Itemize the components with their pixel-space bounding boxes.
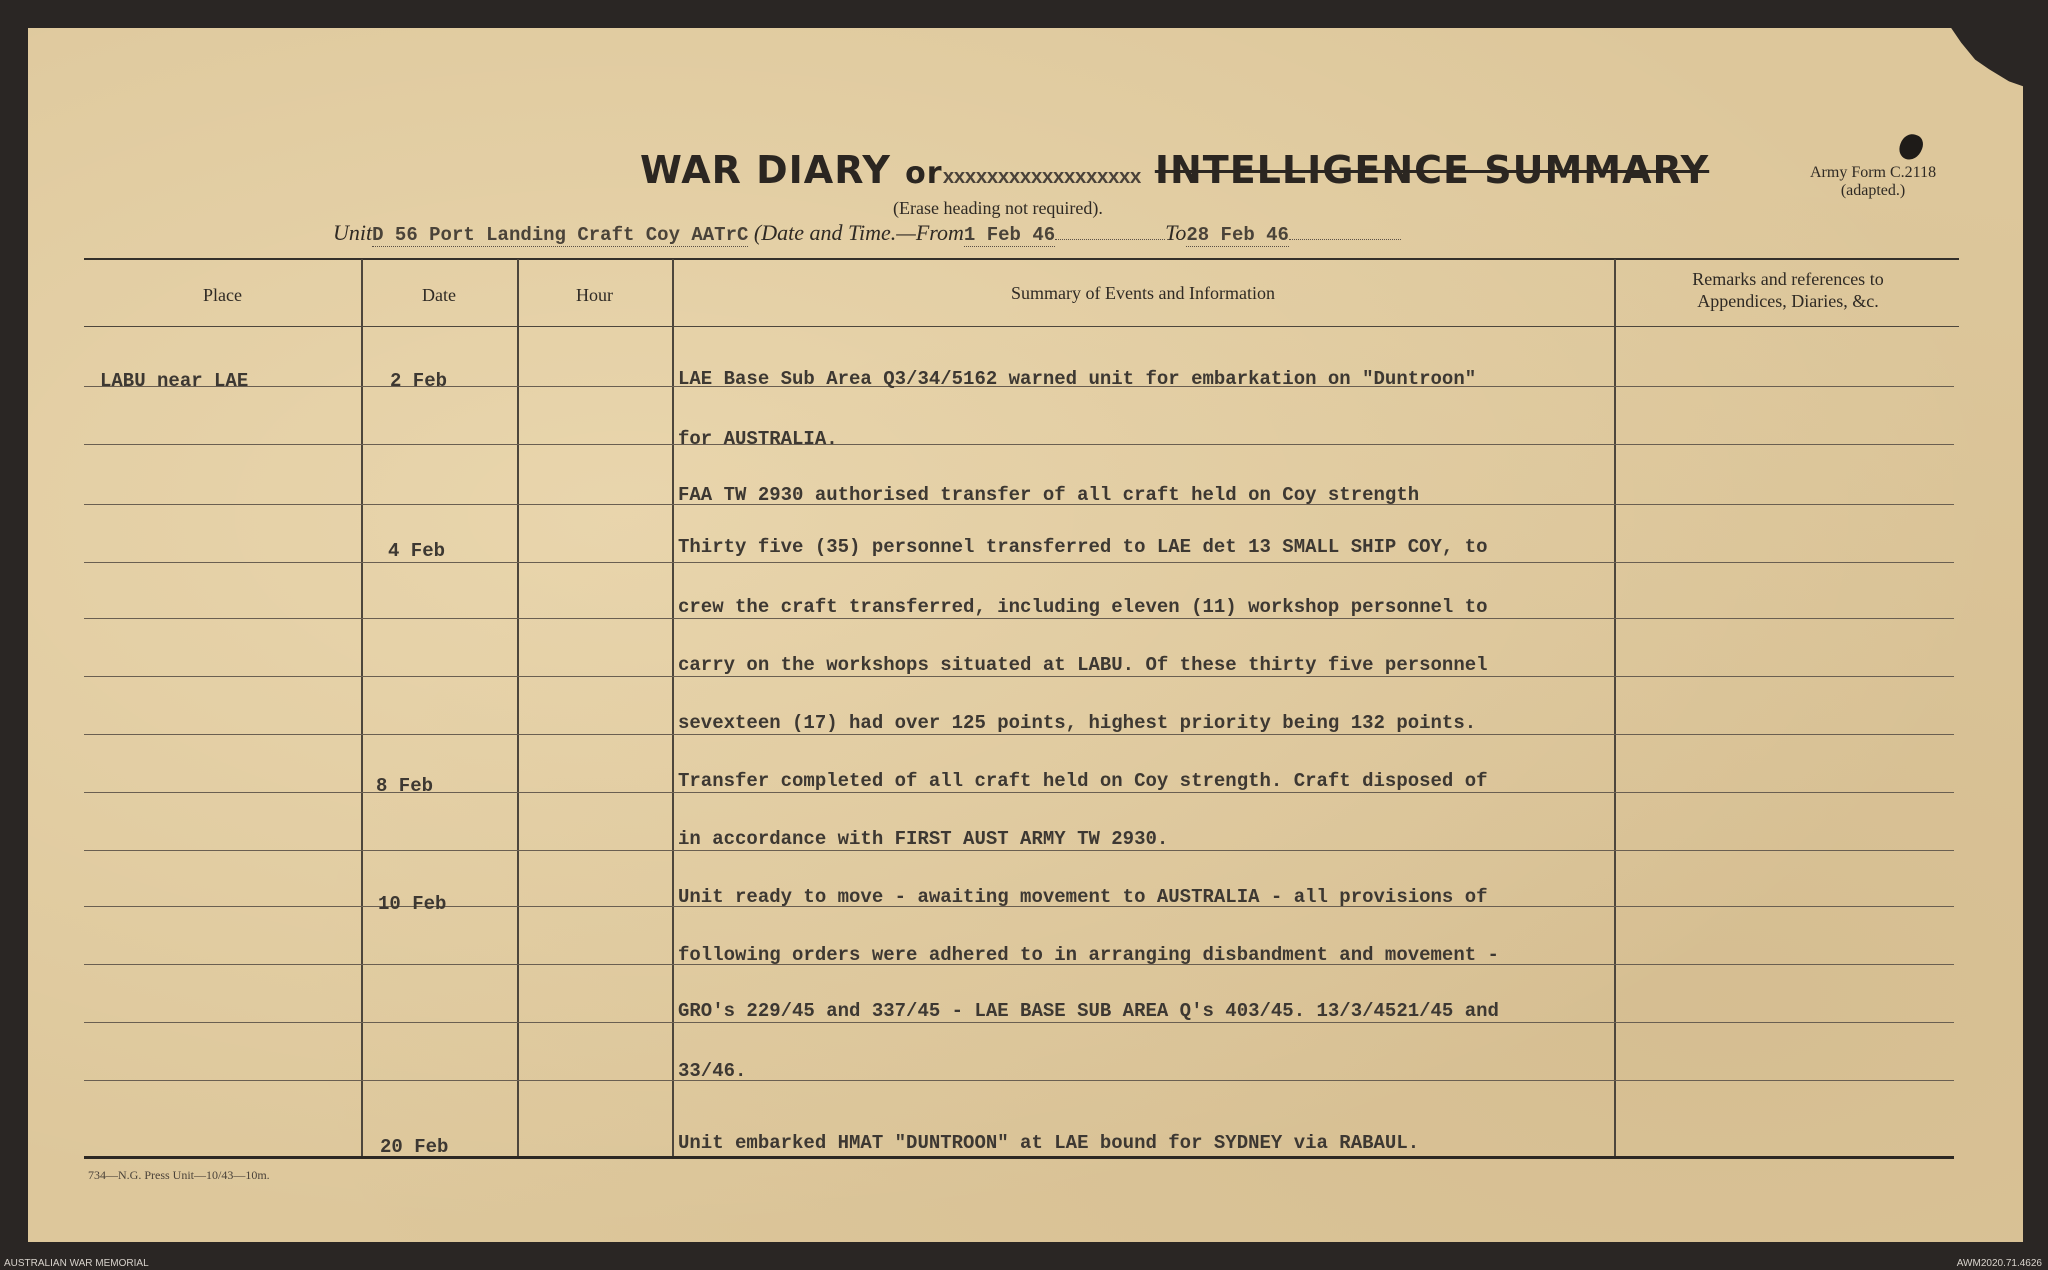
table-top-rule: [84, 258, 1959, 260]
date-cell: 4 Feb: [388, 540, 446, 562]
printer-imprint: 734—N.G. Press Unit—10/43—10m.: [88, 1168, 270, 1182]
title-intelligence-summary: INTELLIGENCE SUMMARY: [1154, 148, 1710, 192]
row-rule: [84, 562, 1954, 563]
row-rule: [84, 1022, 1954, 1023]
date-cell: 8 Feb: [376, 775, 434, 797]
column-header-summary: Summary of Events and Information: [1011, 283, 1275, 303]
date-cell: 20 Feb: [380, 1136, 449, 1158]
unit-label: Unit: [333, 220, 373, 245]
army-form-number: Army Form C.2118: [1810, 164, 1937, 181]
row-rule: [84, 1080, 1954, 1081]
row-rule: [84, 618, 1954, 619]
to-label: To: [1165, 220, 1187, 245]
summary-line: for AUSTRALIA.: [678, 428, 838, 450]
army-form-adapted: (adapted.): [1840, 182, 1906, 199]
column-header-place: Place: [203, 285, 242, 305]
erase-note: (Erase heading not required).: [893, 198, 1103, 218]
to-value: 28 Feb 46: [1186, 224, 1289, 246]
title-war-diary: WAR DIARY: [640, 148, 891, 192]
date-cell: 2 Feb: [390, 370, 448, 392]
table-bottom-rule: [84, 1156, 1954, 1159]
title-strike-marks: xxxxxxxxxxxxxxxxxx: [942, 167, 1141, 190]
summary-line: carry on the workshops situated at LABU. Of these thirty five personnel: [678, 654, 1488, 676]
place-cell: LABU near LAE: [100, 370, 249, 392]
column-header-hour: Hour: [576, 285, 613, 305]
summary-line: crew the craft transferred, including eleven (11) workshop personnel to: [678, 596, 1488, 618]
summary-line: following orders were adhered to in arranging disbandment and movement -: [678, 944, 1499, 966]
army-form-label: [1810, 164, 1936, 200]
summary-line: sevexteen (17) had over 125 points, highest priority being 132 points.: [678, 712, 1477, 734]
unit-line: [333, 220, 1401, 246]
summary-line: GRO's 229/45 and 337/45 - LAE BASE SUB AREA Q's 403/45. 13/3/4521/45 and: [678, 1000, 1499, 1022]
table-header-rule: [84, 326, 1959, 327]
row-rule: [84, 676, 1954, 677]
summary-line: FAA TW 2930 authorised transfer of all craft held on Coy strength: [678, 484, 1420, 506]
date-cell: 10 Feb: [378, 893, 447, 915]
row-rule: [84, 444, 1954, 445]
unit-value: D 56 Port Landing Craft Coy AATrC: [372, 224, 749, 246]
remarks-header-line-2: Appendices, Diaries, &c.: [1697, 291, 1879, 311]
column-header-date: Date: [422, 285, 456, 305]
remarks-header-line-1: Remarks and references to: [1692, 269, 1884, 289]
row-rule: [84, 734, 1954, 735]
summary-line: Unit embarked HMAT "DUNTROON" at LAE bound for SYDNEY via RABAUL.: [678, 1132, 1420, 1154]
archive-institution: AUSTRALIAN WAR MEMORIAL: [4, 1258, 149, 1269]
from-value: 1 Feb 46: [963, 224, 1056, 246]
summary-line: 33/46.: [678, 1060, 747, 1082]
page-title: [640, 148, 1709, 192]
column-header-remarks: [1618, 268, 1958, 312]
title-or: or: [905, 156, 943, 191]
row-rule: [84, 792, 1954, 793]
archive-reference: AWM2020.71.4626: [1956, 1258, 2042, 1269]
date-time-label: (Date and Time.—From: [753, 220, 964, 245]
heading-block: [0, 128, 2048, 218]
row-rule: [84, 850, 1954, 851]
summary-line: LAE Base Sub Area Q3/34/5162 warned unit for embarkation on "Duntroon": [678, 368, 1477, 390]
summary-line: Transfer completed of all craft held on Coy strength. Craft disposed of: [678, 770, 1488, 792]
summary-line: Unit ready to move - awaiting movement to AUSTRALIA - all provisions of: [678, 886, 1488, 908]
summary-line: Thirty five (35) personnel transferred to LAE det 13 SMALL SHIP COY, to: [678, 536, 1488, 558]
summary-line: in accordance with FIRST AUST ARMY TW 2930.: [678, 828, 1169, 850]
